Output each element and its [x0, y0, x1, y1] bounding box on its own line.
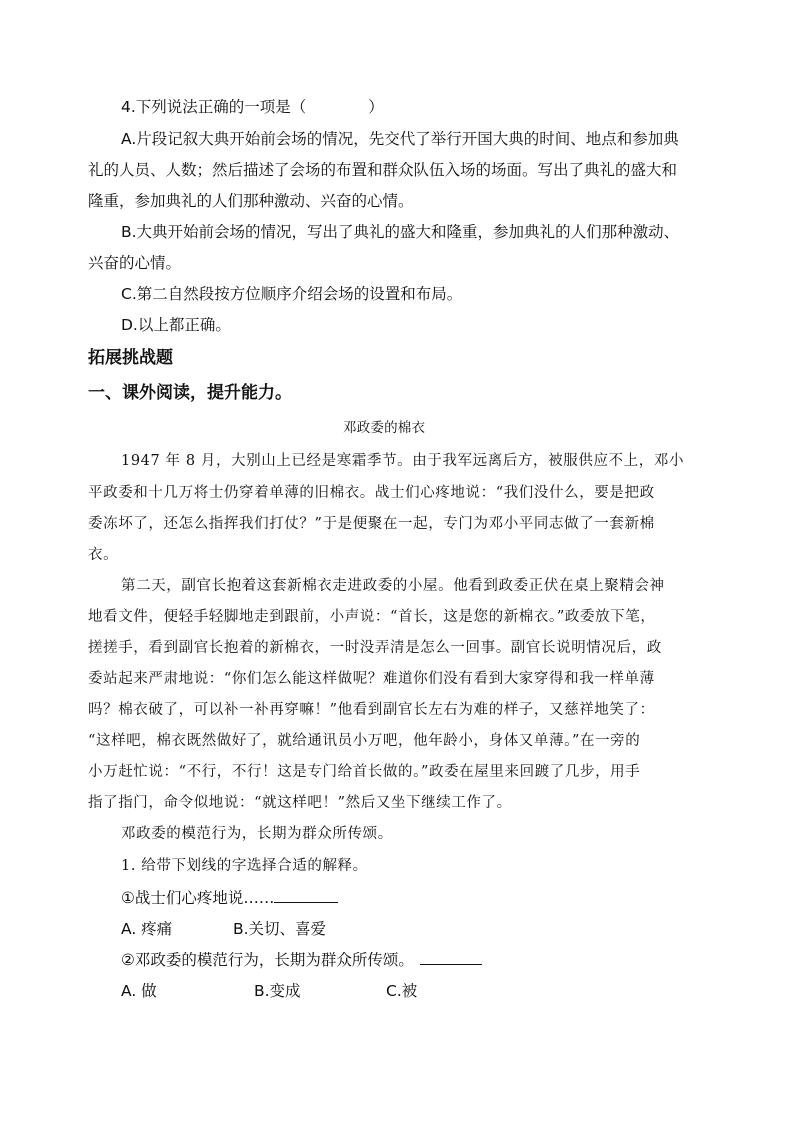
story-p3: 邓政委的模范行为，长期为群众所传颂。 — [121, 826, 393, 842]
option-a-line-2: 礼的人员、人数；然后描述了会场的布置和群众队伍入场的场面。写出了典礼的盛大和 — [88, 161, 678, 179]
sub-question-2-option-a: A. 做 — [121, 982, 157, 1000]
story-p2-line-8: 指了指门，命令似地说：“就这样吧！”然后又坐下继续工作了。 — [88, 795, 512, 811]
sub-question-1-text: ①战士们心疼地说…… — [121, 889, 275, 907]
sub-question-2-option-c: C.被 — [386, 982, 418, 1000]
story-p2-line-4: 委站起来严肃地说：“你们怎么能这样做呢？难道你们没有看到大家穿得和我一样单薄 — [88, 671, 655, 687]
sub-question-1 — [121, 888, 338, 908]
sub-question-2 — [121, 950, 482, 970]
question-4-stem: 4.下列说法正确的一项是（ ） — [121, 98, 384, 116]
sub-question-2-option-b: B.变成 — [254, 982, 301, 1000]
option-a-line-3: 隆重，参加典礼的人们那种激动、兴奋的心情。 — [88, 192, 414, 210]
story-p2-line-5: 吗？棉衣破了，可以补一补再穿嘛！”他看到副官长左右为难的样子，又慈祥地笑了： — [88, 702, 655, 718]
option-c: C.第二自然段按方位顺序介绍会场的设置和布局。 — [121, 285, 463, 303]
option-b-line-1: B.大典开始前会场的情况，写出了典礼的盛大和隆重，参加典礼的人们那种激动、 — [121, 223, 680, 241]
sub-question-1-option-a: A. 疼痛 — [121, 920, 173, 938]
option-b-line-2: 兴奋的心情。 — [88, 254, 182, 272]
option-a-line-1: A.片段记叙大典开始前会场的情况，先交代了举行开国大典的时间、地点和参加典 — [121, 130, 679, 148]
sub-question-1-option-b: B.关切、喜爱 — [233, 920, 327, 938]
story-p2-line-6: “这样吧，棉衣既然做好了，就给通讯员小万吧，他年龄小，身体又单薄。”在一旁的 — [88, 733, 641, 749]
section-subheading: 一、课外阅读，提升能力。 — [88, 383, 292, 403]
option-d: D.以上都正确。 — [121, 316, 231, 334]
story-p2-line-3: 搓搓手，看到副官长抱着的新棉衣，一时没弄清是怎么一回事。副官长说明情况后，政 — [88, 640, 662, 656]
story-p1-line-1: 1947 年 8 月，大别山上已经是寒霜季节。由于我军远离后方，被服供应不上，邓小 — [121, 453, 685, 469]
story-p1-line-2: 平政委和十几万将士仍穿着单薄的旧棉衣。战士们心疼地说：“我们没什么，要是把政 — [88, 485, 655, 501]
section-heading: 拓展挑战题 — [88, 348, 173, 368]
story-p1-line-4: 衣。 — [88, 547, 119, 563]
story-title: 邓政委的棉衣 — [343, 420, 426, 436]
story-p1-line-3: 委冻坏了，还怎么指挥我们打仗？”于是便聚在一起，专门为邓小平同志做了一套新棉 — [88, 516, 655, 532]
answer-blank-1[interactable] — [274, 888, 338, 903]
story-p2-line-2: 地看文件，便轻手轻脚地走到跟前，小声说：“首长，这是您的新棉衣。”政委放下笔， — [88, 609, 656, 625]
question-1-stem: 1. 给带下划线的字选择合适的解释。 — [121, 858, 368, 874]
story-p2-line-7: 小万赶忙说：“不行，不行！这是专门给首长做的。”政委在屋里来回踱了几步，用手 — [88, 764, 641, 780]
sub-question-2-text: ②邓政委的模范行为，长期为群众所传颂。 — [121, 951, 414, 969]
story-p2-line-1: 第二天，副官长抱着这套新棉衣走进政委的小屋。他看到政委正伏在桌上聚精会神 — [121, 578, 665, 594]
answer-blank-2[interactable] — [420, 950, 482, 965]
